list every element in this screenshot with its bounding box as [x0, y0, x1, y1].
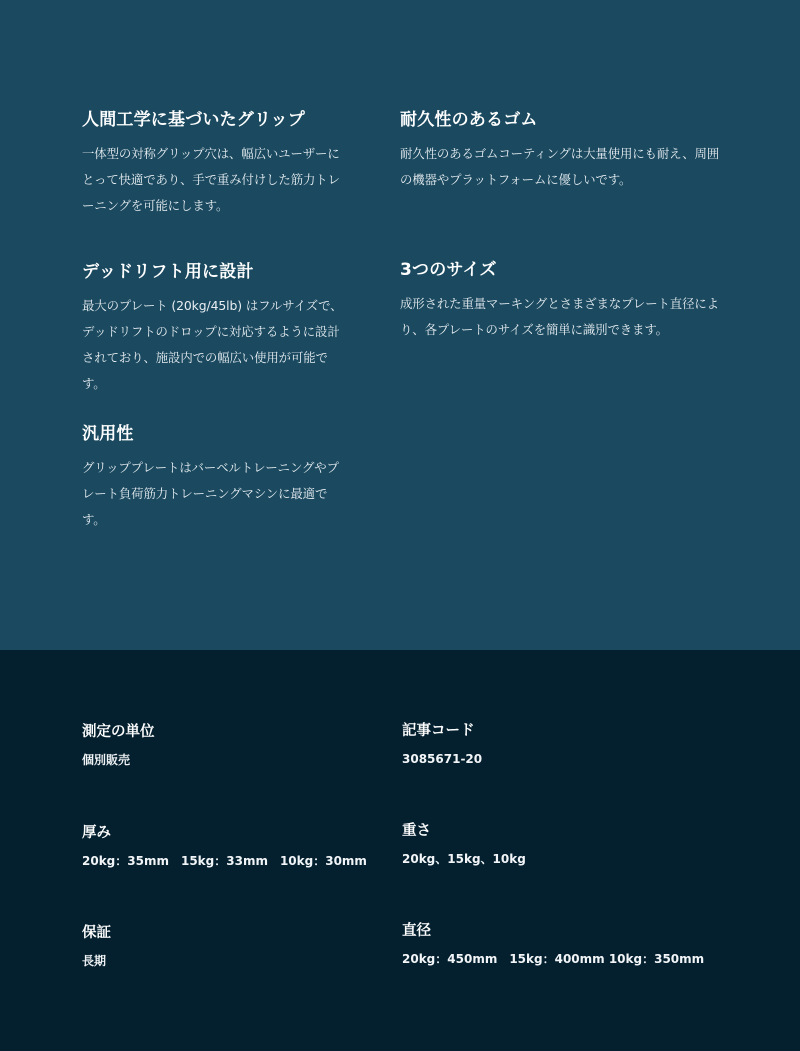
- feature-deadlift-design: [82, 260, 344, 397]
- feature-text: 最大のプレート (20kg/45lb) はフルサイズで、デッドリフトのドロップに対応するように設計されており、施設内での幅広い使用が可能です。: [82, 298, 343, 391]
- spec-value: 20kg：450mm 15kg：400mm 10kg：350mm: [402, 952, 705, 966]
- spec-article-code: [402, 721, 722, 768]
- spec-label: 厚み: [82, 825, 111, 841]
- feature-title: 3つのサイズ: [400, 260, 497, 280]
- feature-title: 耐久性のあるゴム: [400, 110, 538, 130]
- feature-text: 耐久性のあるゴムコーティングは大量使用にも耐え、周囲の機器やプラットフォームに優しいです。: [400, 146, 720, 187]
- feature-durable-rubber: [400, 108, 730, 193]
- feature-title: 人間工学に基づいたグリップ: [82, 110, 305, 130]
- spec-value: 3085671-20: [402, 752, 483, 766]
- specifications-section: [0, 650, 800, 1051]
- spec-label: 重さ: [402, 823, 431, 839]
- spec-value: 20kg：35mm 15kg：33mm 10kg：30mm: [82, 854, 367, 868]
- feature-text: 一体型の対称グリップ穴は、幅広いユーザーにとって快適であり、手で重み付けした筋力トレーニングを可能にします。: [82, 146, 340, 213]
- feature-title: デッドリフト用に設計: [82, 262, 254, 282]
- spec-weight: [402, 821, 722, 868]
- spec-label: 記事コード: [402, 723, 475, 739]
- spec-value: 個別販売: [82, 753, 131, 767]
- spec-unit-of-measure: [82, 722, 402, 769]
- spec-warranty: [82, 923, 402, 970]
- feature-ergonomic-grip: [82, 108, 344, 219]
- feature-three-sizes: [400, 258, 730, 343]
- spec-label: 保証: [82, 925, 111, 941]
- feature-title: 汎用性: [82, 424, 134, 444]
- spec-label: 測定の単位: [82, 724, 155, 740]
- feature-text: 成形された重量マーキングとさまざまなプレート直径により、各プレートのサイズを簡単に識別できます。: [400, 296, 719, 337]
- feature-versatility: [82, 422, 344, 533]
- spec-diameter: [402, 921, 722, 968]
- spec-label: 直径: [402, 923, 431, 939]
- feature-text: グリッププレートはバーベルトレーニングやプレート負荷筋力トレーニングマシンに最適です。: [82, 460, 339, 527]
- spec-value: 20kg、15kg、10kg: [402, 852, 526, 866]
- spec-value: 長期: [82, 954, 107, 968]
- spec-thickness: [82, 823, 402, 870]
